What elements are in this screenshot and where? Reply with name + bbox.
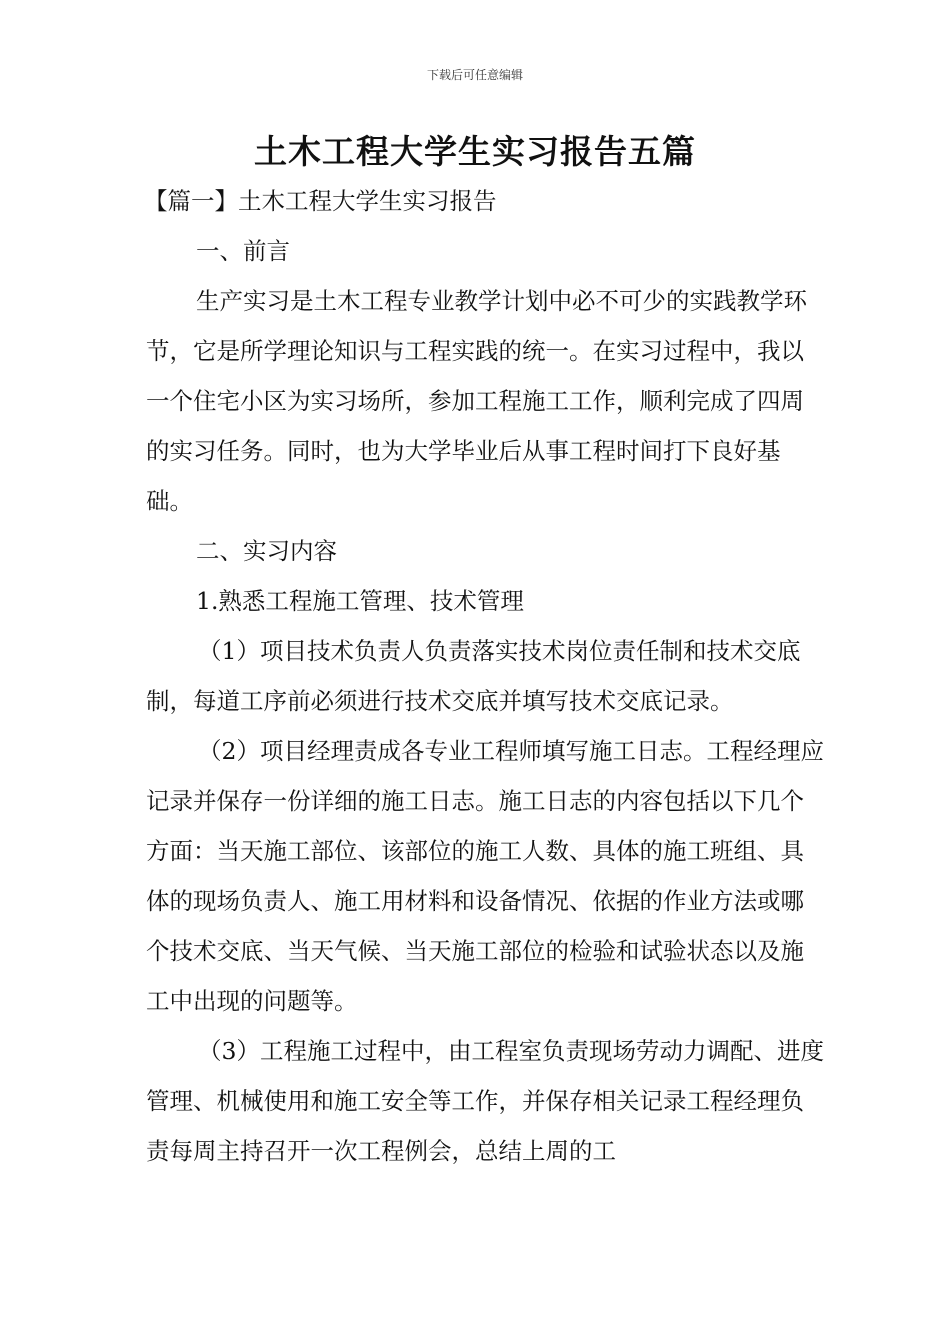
list-item: （2）项目经理责成各专业工程师填写施工日志。工程经理应记录并保存一份详细的施工日志。施工日志的内容包括以下几个方面：当天施工部位、该部位的施工人数、具体的施工班组、具体的现场负责人、施工用材料和设备情况、依据的作业方法或哪个技术交底、当天气候、当天施工部位的检验和试验状态以及施工中出现的问题等。 [146, 737, 824, 1015]
section-title: 【篇一】土木工程大学生实习报告 [144, 187, 497, 215]
paragraph-preface: 生产实习是土木工程专业教学计划中必不可少的实践教学环节，它是所学理论知识与工程实践的统一。在实习过程中，我以一个住宅小区为实习场所，参加工程施工工作，顺利完成了四周的实习任务。同时，也为大学毕业后从事工程时间打下良好基础。 [146, 287, 807, 515]
header-note: 下载后可任意编辑 [426, 68, 523, 82]
document-title: 土木工程大学生实习报告五篇 [254, 132, 696, 171]
list-item: （1）项目技术负责人负责落实技术岗位责任制和技术交底制，每道工序前必须进行技术交底并填写技术交底记录。 [146, 637, 801, 715]
heading-internship-content: 二、实习内容 [196, 537, 337, 565]
subheading-construction-management: 1.熟悉工程施工管理、技术管理 [196, 587, 524, 615]
document-body [146, 176, 826, 1176]
list-item: （3）工程施工过程中，由工程室负责现场劳动力调配、进度管理、机械使用和施工安全等工作，并保存相关记录工程经理负责每周主持召开一次工程例会，总结上周的工 [146, 1037, 824, 1165]
heading-preface: 一、前言 [196, 237, 290, 265]
